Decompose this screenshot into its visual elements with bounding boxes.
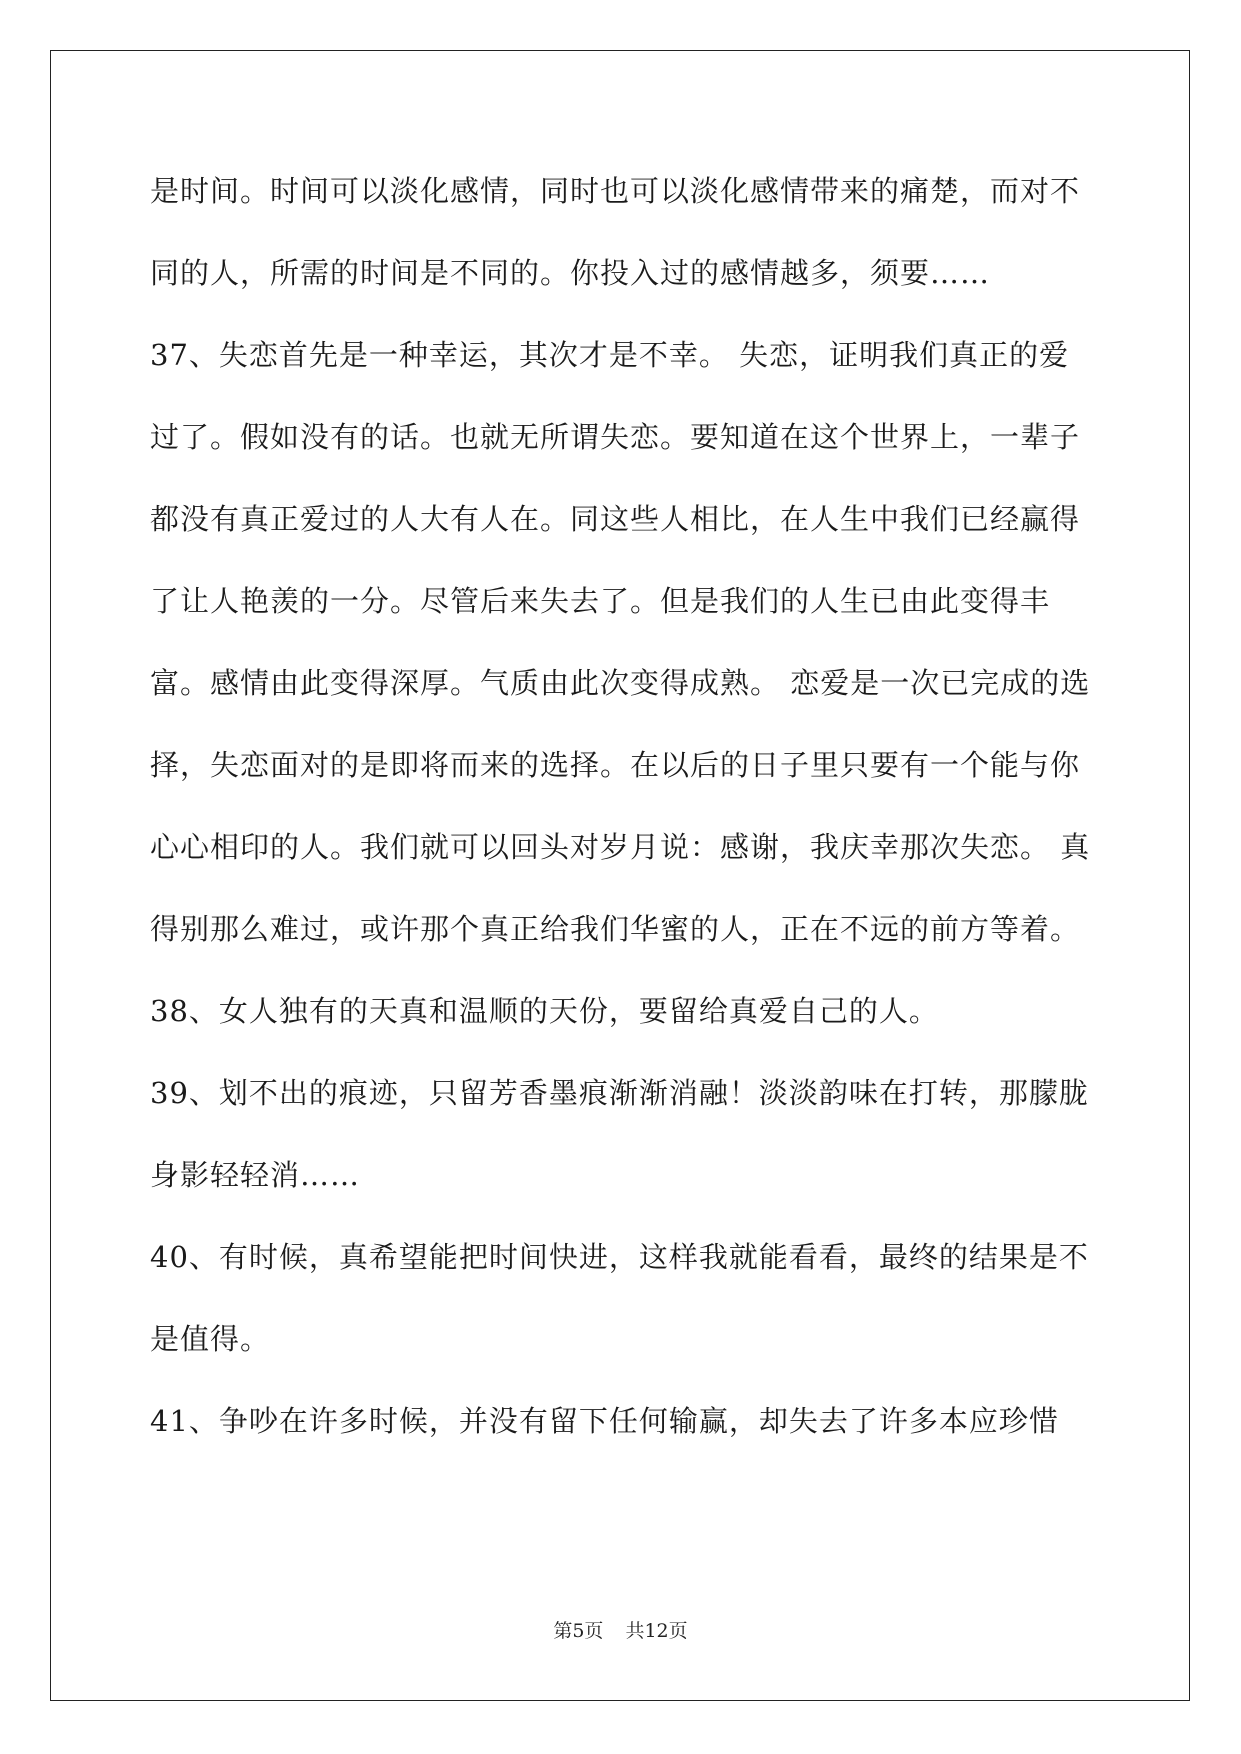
paragraph-38: 38、女人独有的天真和温顺的天份，要留给真爱自己的人。 bbox=[150, 994, 939, 1028]
paragraph-39: 39、划不出的痕迹，只留芳香墨痕渐渐消融！淡淡韵味在打转，那朦胧身影轻轻消…… bbox=[150, 1076, 1089, 1192]
page-number: 第5页 bbox=[553, 1620, 604, 1642]
page-total: 共12页 bbox=[625, 1620, 688, 1642]
paragraph-40: 40、有时候，真希望能把时间快进，这样我就能看看，最终的结果是不是值得。 bbox=[150, 1240, 1089, 1356]
paragraph-41: 41、争吵在许多时候，并没有留下任何输赢，却失去了许多本应珍惜 bbox=[150, 1404, 1059, 1438]
document-body bbox=[150, 150, 1092, 1462]
paragraph-continuation: 是时间。时间可以淡化感情，同时也可以淡化感情带来的痛楚，而对不同的人，所需的时间是不同的。你投入过的感情越多，须要…… bbox=[150, 174, 1081, 290]
paragraph-37: 37、失恋首先是一种幸运，其次才是不幸。 失恋，证明我们真正的爱过了。假如没有的话。也就无所谓失恋。要知道在这个世界上，一辈子都没有真正爱过的人大有人在。同这些人相比，在人生中我们已经赢得了让人艳羡的一分。尽管后来失去了。但是我们的人生已由此变得丰富。感情由此变得深厚。气质由此次变得成熟。 恋爱是一次已完成的选择，失恋面对的是即将而来的选择。在以后的日子里只要有一个能与你心心相印的人。我们就可以回头对岁月说：感谢，我庆幸那次失恋。 真得别那么难过，或许那个真正给我们华蜜的人，正在不远的前方等着。 bbox=[150, 338, 1091, 946]
page-footer bbox=[0, 1616, 1241, 1643]
